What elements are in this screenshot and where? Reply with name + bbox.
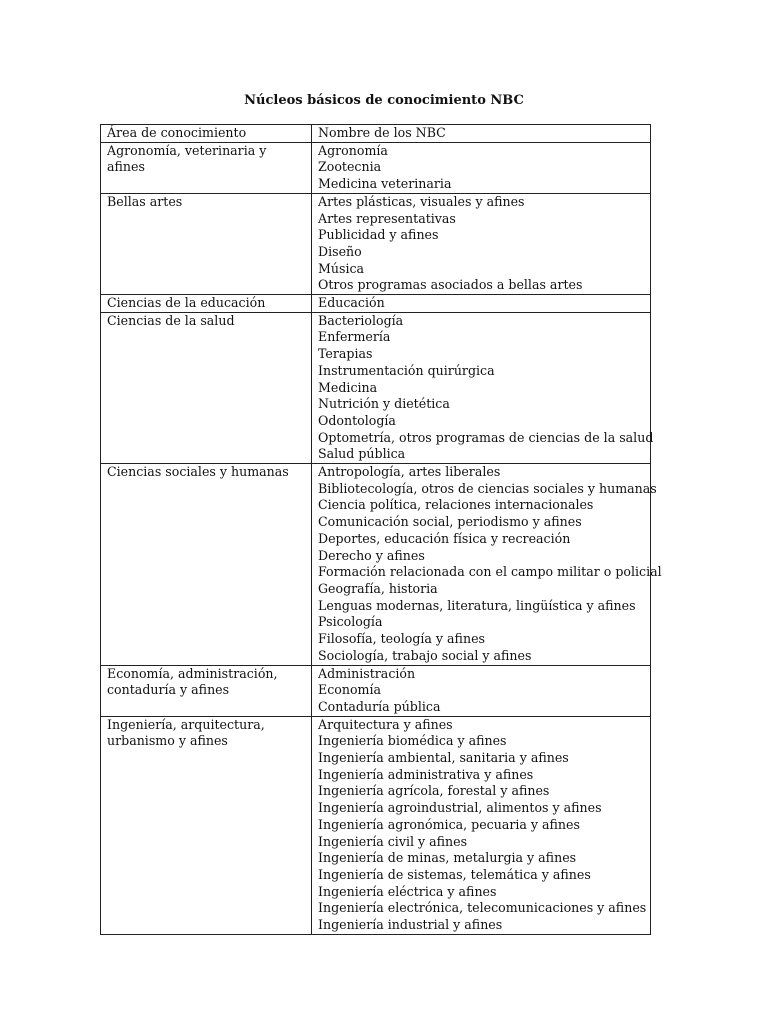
nbc-item: Economía <box>318 682 381 698</box>
nbc-item: Arquitectura y afines <box>318 716 453 732</box>
table-row <box>101 464 651 665</box>
nbc-item: Ingeniería ambiental, sanitaria y afines <box>318 750 569 766</box>
nbc-table <box>100 124 662 935</box>
area-line: urbanismo y afines <box>107 733 228 749</box>
nbc-cell <box>312 312 654 463</box>
nbc-item: Contaduría pública <box>318 698 441 714</box>
nbc-item: Ingeniería administrativa y afines <box>318 766 534 782</box>
area-cell <box>101 295 312 313</box>
header-area: Área de conocimiento <box>101 125 312 143</box>
area-cell <box>101 142 312 193</box>
nbc-item: Instrumentación quirúrgica <box>318 362 495 378</box>
table-row <box>101 193 651 294</box>
area-line: Ciencias de la educación <box>107 295 266 311</box>
area-cell <box>101 665 312 716</box>
nbc-cell <box>312 464 662 665</box>
page-title: Núcleos básicos de conocimiento NBC <box>244 93 524 108</box>
table-row <box>101 716 651 934</box>
nbc-item: Medicina <box>318 379 378 395</box>
table-row <box>101 665 651 716</box>
nbc-item: Ingeniería agrícola, forestal y afines <box>318 783 550 799</box>
area-cell <box>101 716 312 934</box>
nbc-item: Ingeniería industrial y afines <box>318 917 503 933</box>
nbc-item: Ingeniería agronómica, pecuaria y afines <box>318 816 580 832</box>
area-line: contaduría y afines <box>107 682 230 698</box>
nbc-item: Antropología, artes liberales <box>318 464 501 480</box>
nbc-table-body <box>101 125 662 935</box>
nbc-item: Derecho y afines <box>318 547 425 563</box>
nbc-item: Publicidad y afines <box>318 227 439 243</box>
nbc-item: Bacteriología <box>318 312 404 328</box>
table-row <box>101 295 651 313</box>
area-line: Ingeniería, arquitectura, <box>107 716 265 732</box>
nbc-item: Ingeniería biomédica y afines <box>318 733 507 749</box>
nbc-item: Ingeniería de minas, metalurgia y afines <box>318 850 577 866</box>
nbc-item: Ingeniería de sistemas, telemática y afines <box>318 866 591 882</box>
nbc-item: Artes plásticas, visuales y afines <box>318 193 525 209</box>
nbc-item: Sociología, trabajo social y afines <box>318 647 532 663</box>
nbc-item: Formación relacionada con el campo militar o policial <box>318 564 662 580</box>
area-cell <box>101 312 312 463</box>
nbc-item: Odontología <box>318 412 396 428</box>
area-line: Ciencias sociales y humanas <box>107 464 289 480</box>
area-line: Economía, administración, <box>107 665 278 681</box>
area-line: Agronomía, veterinaria y afines <box>107 142 267 175</box>
nbc-item: Ingeniería agroindustrial, alimentos y afines <box>318 800 602 816</box>
table-header-row <box>101 125 651 143</box>
nbc-cell <box>312 295 651 313</box>
nbc-item: Bibliotecología, otros de ciencias sociales y humanas <box>318 480 657 496</box>
nbc-item: Diseño <box>318 243 362 259</box>
nbc-item: Enfermería <box>318 329 391 345</box>
area-line: Ciencias de la salud <box>107 312 235 328</box>
nbc-item: Salud pública <box>318 446 406 462</box>
area-cell <box>101 464 312 665</box>
nbc-item: Deportes, educación física y recreación <box>318 530 571 546</box>
nbc-item: Comunicación social, periodismo y afines <box>318 514 582 530</box>
nbc-item: Lenguas modernas, literatura, lingüística y afines <box>318 597 636 613</box>
nbc-cell <box>312 193 651 294</box>
nbc-item: Ingeniería eléctrica y afines <box>318 883 497 899</box>
nbc-item: Ingeniería civil y afines <box>318 833 468 849</box>
nbc-item: Educación <box>318 295 385 311</box>
nbc-item: Geografía, historia <box>318 580 438 596</box>
nbc-item: Ingeniería electrónica, telecomunicaciones y afines <box>318 900 647 916</box>
nbc-item: Agronomía <box>318 142 388 158</box>
nbc-item: Terapias <box>318 346 373 362</box>
area-line: Bellas artes <box>107 193 183 209</box>
nbc-item: Otros programas asociados a bellas artes <box>318 277 583 293</box>
nbc-item: Filosofía, teología y afines <box>318 631 485 647</box>
nbc-item: Ciencia política, relaciones internacionales <box>318 497 594 513</box>
nbc-item: Administración <box>318 665 416 681</box>
nbc-item: Música <box>318 260 365 276</box>
nbc-cell <box>312 665 651 716</box>
nbc-item: Artes representativas <box>318 210 456 226</box>
table-row <box>101 312 651 463</box>
nbc-cell <box>312 716 651 934</box>
table-row <box>101 142 651 193</box>
area-cell <box>101 193 312 294</box>
header-nbc: Nombre de los NBC <box>312 125 651 143</box>
nbc-item: Nutrición y dietética <box>318 396 450 412</box>
nbc-item: Psicología <box>318 614 383 630</box>
nbc-cell <box>312 142 651 193</box>
nbc-item: Zootecnia <box>318 159 382 175</box>
nbc-item: Optometría, otros programas de ciencias de la salud <box>318 429 654 445</box>
nbc-item: Medicina veterinaria <box>318 176 452 192</box>
